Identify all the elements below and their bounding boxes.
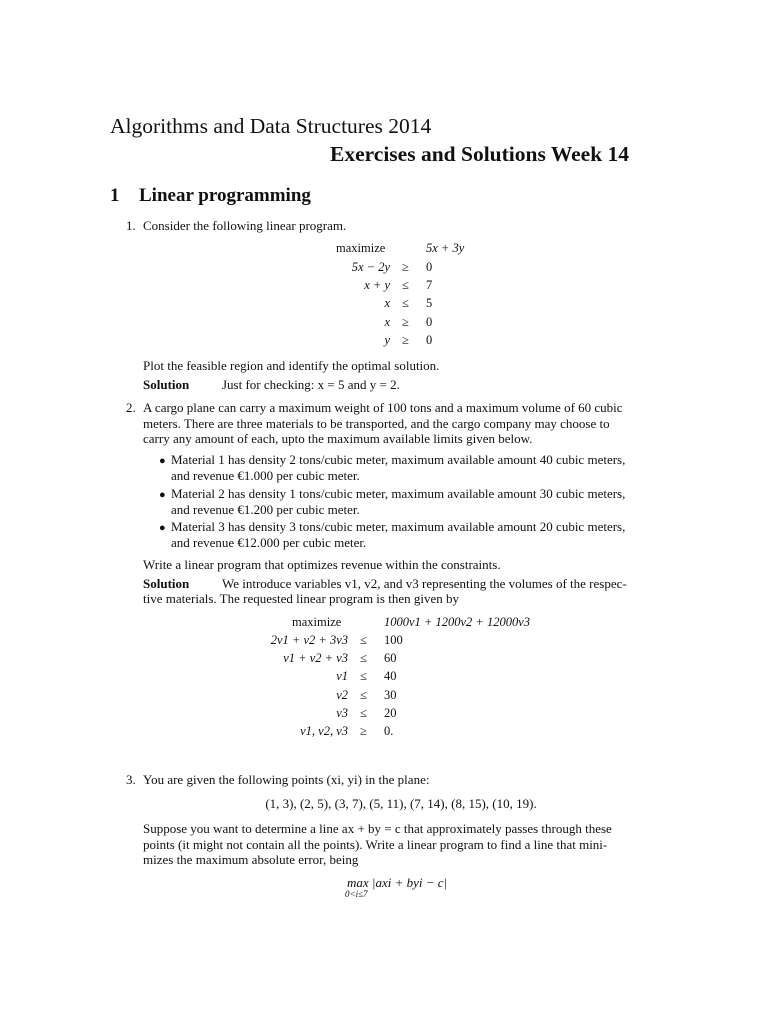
lp2-row-lhs: v1 + v2 + v3 [283, 651, 348, 665]
text-line: and revenue €1.000 per cubic meter. [171, 467, 360, 483]
lp1-row-relation: ≥ [402, 260, 409, 274]
lp1-row-rhs: 0 [426, 315, 433, 329]
list-item [171, 486, 659, 517]
lp2-row-relation: ≤ [360, 669, 367, 683]
lp1-row-rhs: 7 [426, 278, 433, 292]
lp2-row-relation: ≤ [360, 651, 367, 665]
lp2-row-lhs: v1 [336, 669, 348, 683]
lp2-row-lhs: v3 [336, 706, 348, 720]
text-line: carry any amount of each, upto the maximum available limits given below. [143, 431, 533, 447]
lp1-row-rhs: 0 [426, 260, 433, 274]
document-title: Algorithms and Data Structures 2014 [110, 114, 432, 138]
lp2-row-relation: ≤ [360, 706, 367, 720]
exercise-2-solution-line: We introduce variables v1, v2, and v3 representing the volumes of the respec- [222, 576, 627, 591]
lp2-row-relation: ≤ [360, 688, 367, 702]
lp1-row-lhs: 5x − 2y [351, 260, 390, 274]
section-title: Linear programming [139, 185, 311, 206]
lp1-row-lhs: x + y [364, 278, 390, 292]
lp1-row-relation: ≤ [402, 296, 409, 310]
lp1-objective-label: maximize [336, 241, 386, 255]
document-subtitle: Exercises and Solutions Week 14 [330, 142, 630, 166]
lp1-row-lhs: x [384, 315, 390, 329]
lp1-row-rhs: 0 [426, 333, 433, 347]
formula-expression: max |axi + byi − c| [347, 875, 448, 890]
exercise-1-solution-text: Just for checking: x = 5 and y = 2. [222, 377, 400, 392]
exercise-2-problem-text [143, 400, 659, 447]
lp2-row-rhs: 20 [384, 706, 397, 720]
text-line: and revenue €1.200 per cubic meter. [171, 501, 360, 517]
lp2-row-rhs: 100 [384, 633, 403, 647]
lp1-objective: 5x + 3y [426, 241, 465, 255]
text-line: Suppose you want to determine a line ax + by = c that approximately passes through these [143, 821, 612, 836]
formula-subscript: 0<i≤7 [345, 889, 368, 899]
text-line: and revenue €12.000 per cubic meter. [171, 534, 367, 550]
lp1-row-rhs: 5 [426, 296, 433, 310]
lp1-row-relation: ≤ [402, 278, 409, 292]
lp2-row-lhs: v1, v2, v3 [300, 724, 348, 738]
lp1-row-lhs: x [384, 296, 390, 310]
lp1-row-lhs: y [384, 333, 390, 347]
exercise-3-intro: You are given the following points (xi, yi) in the plane: [143, 772, 430, 787]
lp2-row-rhs: 30 [384, 688, 397, 702]
exercise-1-intro: Consider the following linear program. [143, 218, 347, 233]
lp2-row-relation: ≤ [360, 633, 367, 647]
exercise-3-points: (1, 3), (2, 5), (3, 7), (5, 11), (7, 14), (8, 15), (10, 19). [265, 796, 537, 811]
exercise-1-number: 1. [126, 218, 136, 233]
bullet-marker: ● [159, 455, 166, 467]
exercise-2-solution-line: tive materials. The requested linear program is then given by [143, 591, 459, 606]
list-item [171, 519, 659, 550]
exercise-2-solution-label: Solution [143, 576, 190, 591]
lp2-objective-label: maximize [292, 615, 342, 629]
lp2-row-relation: ≥ [360, 724, 367, 738]
bullet-marker: ● [159, 489, 166, 501]
text-line: points (it might not contain all the points). Write a linear program to find a line that mini- [143, 836, 608, 852]
lp1-row-relation: ≥ [402, 333, 409, 347]
lp2-row-lhs: v2 [336, 688, 348, 702]
exercise-3-number: 3. [126, 772, 136, 787]
bullet-marker: ● [159, 522, 166, 534]
lp2-row-lhs: 2v1 + v2 + 3v3 [270, 633, 348, 647]
lp2-objective: 1000v1 + 1200v2 + 12000v3 [384, 615, 531, 629]
lp2-row-rhs: 60 [384, 651, 397, 665]
lp2-row-rhs: 40 [384, 669, 397, 683]
exercise-1-task: Plot the feasible region and identify the optimal solution. [143, 358, 440, 373]
text-line: mizes the maximum absolute error, being [143, 852, 359, 868]
text-line: A cargo plane can carry a maximum weight of 100 tons and a maximum volume of 60 cubic [143, 400, 623, 415]
list-item [171, 452, 659, 483]
lp2-row-rhs: 0. [384, 724, 394, 738]
exercise-2-number: 2. [126, 400, 136, 415]
text-line: Material 1 has density 2 tons/cubic meter, maximum available amount 40 cubic meters, [171, 452, 626, 467]
text-line: meters. There are three materials to be transported, and the cargo company may choose to [143, 415, 610, 431]
exercise-3-problem-text [143, 821, 659, 868]
exercise-2-task: Write a linear program that optimizes revenue within the constraints. [143, 557, 501, 572]
exercise-1-solution-label: Solution [143, 377, 190, 392]
text-line: Material 2 has density 1 tons/cubic meter, maximum available amount 30 cubic meters, [171, 486, 626, 501]
section-number: 1 [110, 185, 120, 206]
lp1-row-relation: ≥ [402, 315, 409, 329]
text-line: Material 3 has density 3 tons/cubic meter, maximum available amount 20 cubic meters, [171, 519, 626, 534]
